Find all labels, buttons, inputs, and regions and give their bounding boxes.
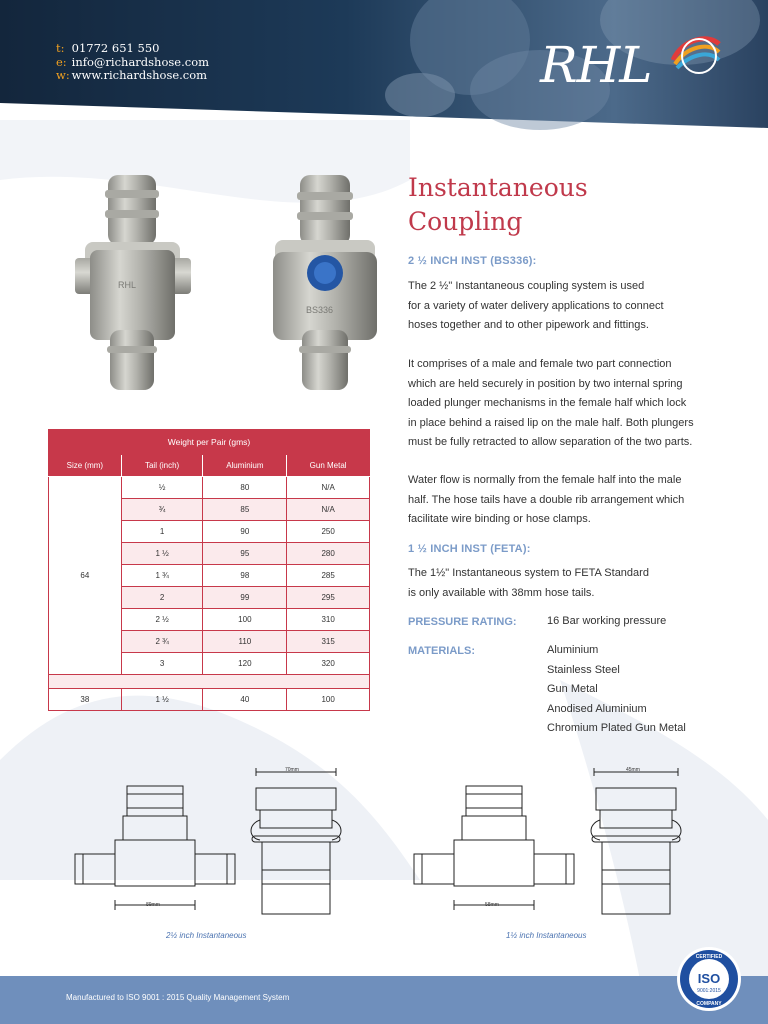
drawing-1-5-inch bbox=[408, 760, 708, 920]
material-item: Chromium Plated Gun Metal bbox=[547, 722, 686, 734]
pressure-value: 16 Bar working pressure bbox=[547, 615, 667, 627]
table-row: 2 ¾ 110 315 bbox=[49, 631, 370, 653]
image-marking-right: BS336 bbox=[306, 305, 334, 315]
col-header-tail: Tail (inch) bbox=[121, 455, 203, 477]
caption-2-5-inch: 2½ inch Instantaneous bbox=[166, 931, 247, 940]
material-item: Gun Metal bbox=[547, 683, 598, 695]
weight-table bbox=[48, 429, 370, 711]
footer-bar bbox=[0, 976, 768, 1024]
section2-paragraph: The 1½" Instantaneous system to FETA Standard is only available with 38mm hose tails. bbox=[408, 567, 649, 599]
caption-1-5-inch: 1½ inch Instantaneous bbox=[506, 931, 587, 940]
pressure-label: PRESSURE RATING: bbox=[408, 616, 517, 628]
page-title: Instantaneous Coupling bbox=[408, 173, 588, 236]
section1-paragraph3: Water flow is normally from the female half into the male half. The hose tails have a double rib arrangement which facilitate wire binding or hose clamps. bbox=[408, 474, 685, 525]
phone-line: t: 01772 651 550 bbox=[56, 41, 160, 55]
col-header-gunmetal: Gun Metal bbox=[287, 455, 370, 477]
footer-text: Manufactured to ISO 9001 : 2015 Quality Management System bbox=[66, 993, 290, 1002]
website-link[interactable]: www.richardshose.com bbox=[71, 68, 208, 82]
iso-mid-text: ISO bbox=[697, 971, 721, 986]
materials-list bbox=[547, 641, 686, 739]
iso-top-text: CERTIFIED bbox=[695, 954, 723, 960]
table-row: 3 120 320 bbox=[49, 653, 370, 675]
material-item: Aluminium bbox=[547, 644, 599, 656]
table-row: 2 99 295 bbox=[49, 587, 370, 609]
section1-heading: 2 ½ INCH INST (BS336): bbox=[408, 255, 537, 267]
iso-std-text: 9001:2015 bbox=[697, 988, 721, 994]
table-row: 64 ½ 80 N/A bbox=[49, 477, 370, 499]
logo-swoosh-icon bbox=[665, 30, 725, 75]
table-row: ¾ 85 N/A bbox=[49, 499, 370, 521]
col-header-size: Size (mm) bbox=[49, 455, 122, 477]
table-row: 1 ¾ 98 285 bbox=[49, 565, 370, 587]
table-separator-row bbox=[49, 675, 370, 689]
size-cell-64: 64 bbox=[49, 477, 122, 675]
email-line: e: info@richardshose.com bbox=[56, 54, 210, 69]
contact-block bbox=[56, 42, 209, 83]
phone-number[interactable]: 01772 651 550 bbox=[71, 41, 160, 55]
table-row: 2 ½ 100 310 bbox=[49, 609, 370, 631]
image-marking-left: RHL bbox=[118, 280, 137, 290]
col-header-aluminium: Aluminium bbox=[203, 455, 287, 477]
table-row: 1 ½ 95 280 bbox=[49, 543, 370, 565]
rhl-logo bbox=[540, 30, 730, 100]
dim-bottom-left: 89mm bbox=[146, 902, 160, 908]
header-banner bbox=[0, 0, 768, 130]
drawing-2-5-inch bbox=[70, 760, 370, 920]
section2-heading: 1 ½ INCH INST (FETA): bbox=[408, 543, 531, 555]
email-link[interactable]: info@richardshose.com bbox=[71, 54, 210, 69]
dim-top-left: 70mm bbox=[285, 767, 299, 773]
iso-bottom-text: COMPANY bbox=[696, 1001, 722, 1007]
dim-top-right: 45mm bbox=[626, 767, 640, 773]
table-row: 1 90 250 bbox=[49, 521, 370, 543]
section1-paragraph1: The 2 ½" Instantaneous coupling system is used for a variety of water delivery applications to connect hoses together and to other pipework and fittings. bbox=[408, 280, 664, 331]
logo-text: RHL bbox=[540, 36, 652, 94]
female-coupling-photo bbox=[270, 170, 390, 400]
table-row: 38 1 ½ 40 100 bbox=[49, 689, 370, 711]
male-coupling-photo bbox=[75, 170, 255, 400]
iso-badge-icon bbox=[676, 946, 742, 1012]
material-item: Anodised Aluminium bbox=[547, 702, 647, 715]
website-line: w: www.richardshose.com bbox=[56, 68, 208, 82]
materials-label: MATERIALS: bbox=[408, 645, 476, 657]
table-caption: Weight per Pair (gms) bbox=[49, 430, 370, 455]
section1-paragraph2: It comprises of a male and female two part connection which are held securely in position by two internal spring loaded plunger mechanisms in the female half which lock in place behind a raised lip on the male half. Both plungers must be fully retracted to allow separation of the two parts. bbox=[408, 358, 694, 448]
material-item: Stainless Steel bbox=[547, 663, 620, 676]
dim-bottom-right: 58mm bbox=[485, 902, 499, 908]
